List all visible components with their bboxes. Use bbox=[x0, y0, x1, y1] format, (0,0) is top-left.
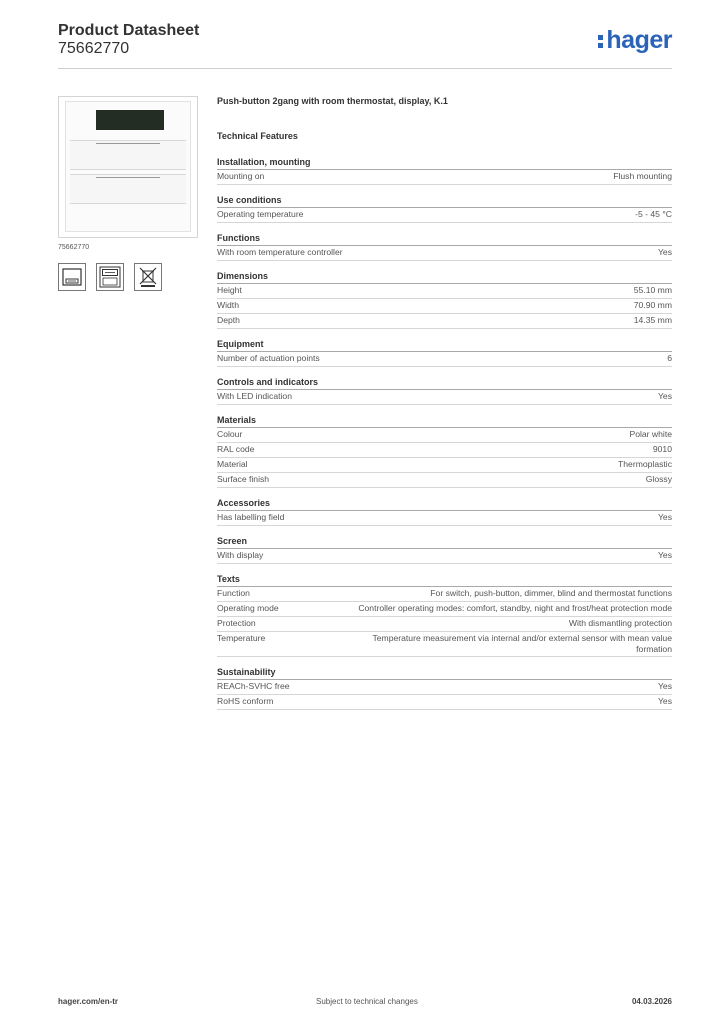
feature-section bbox=[217, 413, 672, 488]
product-name: Push-button 2gang with room thermostat, display, K.1 bbox=[217, 96, 448, 106]
feature-section bbox=[217, 337, 672, 367]
feature-row bbox=[217, 208, 672, 223]
feature-section bbox=[217, 155, 672, 185]
feature-value: 70.90 mm bbox=[633, 300, 672, 310]
section-title: Dimensions bbox=[217, 269, 672, 284]
feature-label: Operating temperature bbox=[217, 209, 304, 219]
technical-features-title: Technical Features bbox=[217, 131, 298, 141]
footer-notice: Subject to technical changes bbox=[316, 997, 418, 1006]
feature-row bbox=[217, 299, 672, 314]
feature-section bbox=[217, 496, 672, 526]
footer bbox=[58, 997, 672, 1011]
feature-value: 14.35 mm bbox=[633, 315, 672, 325]
section-title: Installation, mounting bbox=[217, 155, 672, 170]
section-title: Texts bbox=[217, 572, 672, 587]
feature-row bbox=[217, 680, 672, 695]
logo-dots-icon bbox=[598, 33, 604, 49]
feature-value: Yes bbox=[657, 391, 672, 401]
feature-row bbox=[217, 511, 672, 526]
product-number: 75662770 bbox=[58, 40, 130, 57]
display-tag-icon bbox=[96, 263, 124, 291]
feature-section bbox=[217, 665, 672, 710]
feature-label: Mounting on bbox=[217, 171, 265, 181]
feature-row bbox=[217, 587, 672, 602]
image-caption: 75662770 bbox=[58, 244, 90, 251]
feature-section bbox=[217, 193, 672, 223]
feature-label: Temperature bbox=[217, 633, 266, 643]
feature-row bbox=[217, 428, 672, 443]
feature-value: Controller operating modes: comfort, standby, night and frost/heat protection mode bbox=[358, 603, 672, 613]
feature-value: Flush mounting bbox=[613, 171, 672, 181]
logo-text: hager bbox=[606, 26, 672, 54]
footer-date: 04.03.2026 bbox=[631, 997, 672, 1006]
product-rocker-bottom bbox=[70, 174, 186, 204]
feature-row bbox=[217, 314, 672, 329]
feature-label: RoHS conform bbox=[217, 696, 274, 706]
feature-label: With room temperature controller bbox=[217, 247, 343, 257]
feature-value: Yes bbox=[657, 512, 672, 522]
section-title: Controls and indicators bbox=[217, 375, 672, 390]
product-display bbox=[96, 110, 164, 130]
section-title: Equipment bbox=[217, 337, 672, 352]
section-title: Functions bbox=[217, 231, 672, 246]
feature-row bbox=[217, 617, 672, 632]
feature-value: 6 bbox=[667, 353, 672, 363]
feature-value: Yes bbox=[657, 696, 672, 706]
feature-label: Material bbox=[217, 459, 248, 469]
feature-label: Width bbox=[217, 300, 239, 310]
section-title: Use conditions bbox=[217, 193, 672, 208]
weee-bin-icon bbox=[134, 263, 162, 291]
feature-value: Polar white bbox=[629, 429, 672, 439]
feature-value: With dismantling protection bbox=[568, 618, 672, 628]
section-title: Materials bbox=[217, 413, 672, 428]
feature-section bbox=[217, 375, 672, 405]
feature-row bbox=[217, 284, 672, 299]
feature-label: Operating mode bbox=[217, 603, 279, 613]
feature-value: For switch, push-button, dimmer, blind and thermostat functions bbox=[430, 588, 672, 598]
feature-value: Yes bbox=[657, 550, 672, 560]
feature-row bbox=[217, 602, 672, 617]
feature-label: Function bbox=[217, 588, 250, 598]
feature-row bbox=[217, 443, 672, 458]
feature-value: -5 - 45 °C bbox=[635, 209, 672, 219]
header-divider bbox=[58, 68, 672, 69]
feature-row bbox=[217, 170, 672, 185]
feature-row bbox=[217, 632, 672, 657]
feature-value: Yes bbox=[657, 247, 672, 257]
feature-label: Height bbox=[217, 285, 242, 295]
feature-label: REACh-SVHC free bbox=[217, 681, 290, 691]
feature-section bbox=[217, 572, 672, 657]
page-title: Product Datasheet bbox=[58, 22, 200, 39]
header bbox=[58, 20, 672, 68]
feature-label: Surface finish bbox=[217, 474, 270, 484]
feature-row bbox=[217, 458, 672, 473]
feature-row bbox=[217, 549, 672, 564]
feature-label: With LED indication bbox=[217, 391, 292, 401]
feature-value: Glossy bbox=[645, 474, 672, 484]
hager-logo[interactable] bbox=[598, 26, 672, 55]
feature-section bbox=[217, 231, 672, 261]
feature-value: Temperature measurement via internal and/or external sensor with mean value formation bbox=[372, 633, 672, 654]
feature-row bbox=[217, 473, 672, 488]
feature-value: 55.10 mm bbox=[633, 285, 672, 295]
product-rocker-top bbox=[70, 140, 186, 170]
feature-row bbox=[217, 390, 672, 405]
device-outline-icon bbox=[58, 263, 86, 291]
feature-value: 9010 bbox=[652, 444, 672, 454]
feature-label: Protection bbox=[217, 618, 256, 628]
feature-label: RAL code bbox=[217, 444, 255, 454]
feature-label: With display bbox=[217, 550, 264, 560]
feature-value: Thermoplastic bbox=[618, 459, 672, 469]
feature-row bbox=[217, 352, 672, 367]
feature-section bbox=[217, 534, 672, 564]
feature-section bbox=[217, 269, 672, 329]
technical-features bbox=[217, 147, 672, 710]
feature-label: Number of actuation points bbox=[217, 353, 320, 363]
product-image bbox=[58, 96, 198, 238]
feature-value: Yes bbox=[657, 681, 672, 691]
product-plate bbox=[65, 101, 191, 232]
feature-label: Colour bbox=[217, 429, 243, 439]
section-title: Sustainability bbox=[217, 665, 672, 680]
feature-row bbox=[217, 695, 672, 710]
feature-label: Depth bbox=[217, 315, 240, 325]
feature-row bbox=[217, 246, 672, 261]
section-title: Screen bbox=[217, 534, 672, 549]
footer-website-link[interactable]: hager.com/en-tr bbox=[58, 997, 119, 1006]
feature-label: Has labelling field bbox=[217, 512, 285, 522]
section-title: Accessories bbox=[217, 496, 672, 511]
